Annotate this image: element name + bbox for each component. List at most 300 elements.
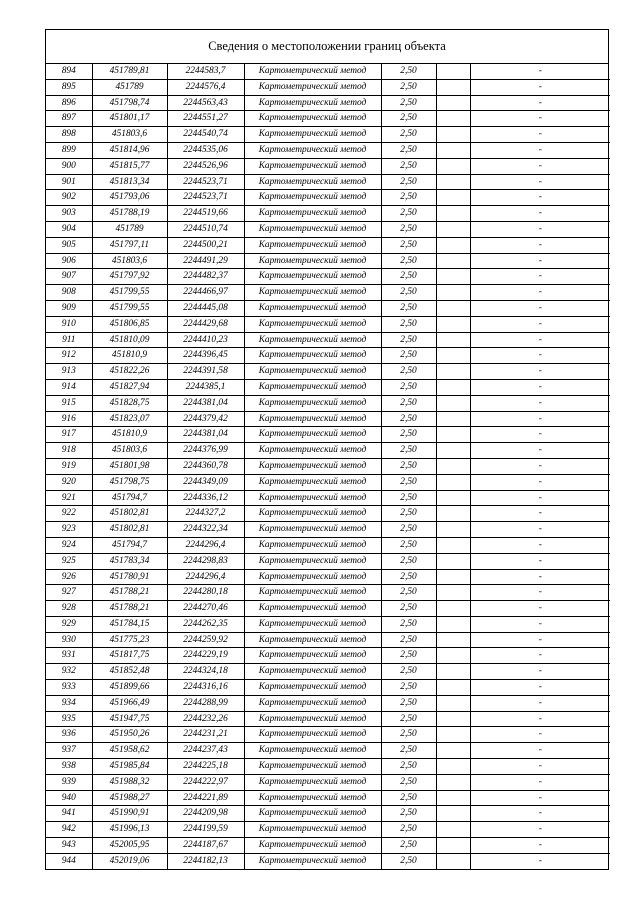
table-row [46, 458, 610, 474]
y-coordinate-cell: 2244540,74 [167, 127, 244, 143]
description-cell: - [470, 221, 610, 237]
point-number-cell: 925 [46, 553, 92, 569]
empty-cell [436, 664, 470, 680]
method-cell: Картометрический метод [244, 790, 381, 806]
x-coordinate-cell: 451823,07 [92, 411, 167, 427]
x-coordinate-cell: 451803,6 [92, 127, 167, 143]
description-cell: - [470, 838, 610, 854]
table-row [46, 490, 610, 506]
point-number-cell: 930 [46, 632, 92, 648]
empty-cell [436, 727, 470, 743]
empty-cell [436, 395, 470, 411]
empty-cell [436, 806, 470, 822]
x-coordinate-cell: 451797,11 [92, 237, 167, 253]
method-cell: Картометрический метод [244, 680, 381, 696]
accuracy-cell: 2,50 [381, 458, 436, 474]
empty-cell [436, 64, 470, 79]
point-number-cell: 910 [46, 316, 92, 332]
description-cell: - [470, 569, 610, 585]
x-coordinate-cell: 451827,94 [92, 379, 167, 395]
description-cell: - [470, 490, 610, 506]
x-coordinate-cell: 451810,9 [92, 348, 167, 364]
y-coordinate-cell: 2244500,21 [167, 237, 244, 253]
y-coordinate-cell: 2244360,78 [167, 458, 244, 474]
point-number-cell: 907 [46, 269, 92, 285]
table-row [46, 411, 610, 427]
point-number-cell: 917 [46, 427, 92, 443]
x-coordinate-cell: 451822,26 [92, 364, 167, 380]
method-cell: Картометрический метод [244, 79, 381, 95]
point-number-cell: 908 [46, 285, 92, 301]
empty-cell [436, 616, 470, 632]
x-coordinate-cell: 451799,55 [92, 300, 167, 316]
empty-cell [436, 569, 470, 585]
x-coordinate-cell: 451788,19 [92, 206, 167, 222]
y-coordinate-cell: 2244391,58 [167, 364, 244, 380]
empty-cell [436, 648, 470, 664]
accuracy-cell: 2,50 [381, 332, 436, 348]
y-coordinate-cell: 2244410,23 [167, 332, 244, 348]
accuracy-cell: 2,50 [381, 680, 436, 696]
x-coordinate-cell: 451996,13 [92, 822, 167, 838]
accuracy-cell: 2,50 [381, 364, 436, 380]
accuracy-cell: 2,50 [381, 142, 436, 158]
y-coordinate-cell: 2244182,13 [167, 853, 244, 868]
accuracy-cell: 2,50 [381, 632, 436, 648]
empty-cell [436, 379, 470, 395]
table-row [46, 506, 610, 522]
x-coordinate-cell: 451788,21 [92, 585, 167, 601]
point-number-cell: 931 [46, 648, 92, 664]
table-row [46, 316, 610, 332]
x-coordinate-cell: 451793,06 [92, 190, 167, 206]
table-row [46, 790, 610, 806]
y-coordinate-cell: 2244491,29 [167, 253, 244, 269]
point-number-cell: 911 [46, 332, 92, 348]
table-row [46, 743, 610, 759]
table-row [46, 95, 610, 111]
accuracy-cell: 2,50 [381, 474, 436, 490]
accuracy-cell: 2,50 [381, 411, 436, 427]
description-cell: - [470, 285, 610, 301]
table-row [46, 569, 610, 585]
table-row [46, 395, 610, 411]
x-coordinate-cell: 451783,34 [92, 553, 167, 569]
y-coordinate-cell: 2244336,12 [167, 490, 244, 506]
empty-cell [436, 458, 470, 474]
x-coordinate-cell: 452005,95 [92, 838, 167, 854]
table-row [46, 332, 610, 348]
point-number-cell: 932 [46, 664, 92, 680]
accuracy-cell: 2,50 [381, 190, 436, 206]
description-cell: - [470, 253, 610, 269]
table-row [46, 158, 610, 174]
table-row [46, 585, 610, 601]
accuracy-cell: 2,50 [381, 300, 436, 316]
method-cell: Картометрический метод [244, 474, 381, 490]
table-row [46, 300, 610, 316]
x-coordinate-cell: 451801,98 [92, 458, 167, 474]
point-number-cell: 933 [46, 680, 92, 696]
description-cell: - [470, 774, 610, 790]
empty-cell [436, 79, 470, 95]
empty-cell [436, 506, 470, 522]
empty-cell [436, 759, 470, 775]
x-coordinate-cell: 451799,55 [92, 285, 167, 301]
table-row [46, 379, 610, 395]
y-coordinate-cell: 2244262,35 [167, 616, 244, 632]
point-number-cell: 935 [46, 711, 92, 727]
x-coordinate-cell: 451780,91 [92, 569, 167, 585]
y-coordinate-cell: 2244222,97 [167, 774, 244, 790]
description-cell: - [470, 506, 610, 522]
empty-cell [436, 316, 470, 332]
accuracy-cell: 2,50 [381, 759, 436, 775]
point-number-cell: 934 [46, 695, 92, 711]
x-coordinate-cell: 451803,6 [92, 443, 167, 459]
empty-cell [436, 790, 470, 806]
method-cell: Картометрический метод [244, 553, 381, 569]
description-cell: - [470, 64, 610, 79]
x-coordinate-cell: 451813,34 [92, 174, 167, 190]
y-coordinate-cell: 2244381,04 [167, 395, 244, 411]
y-coordinate-cell: 2244298,83 [167, 553, 244, 569]
empty-cell [436, 253, 470, 269]
x-coordinate-cell: 451802,81 [92, 506, 167, 522]
table-row [46, 127, 610, 143]
method-cell: Картометрический метод [244, 727, 381, 743]
accuracy-cell: 2,50 [381, 822, 436, 838]
point-number-cell: 928 [46, 601, 92, 617]
table-row [46, 253, 610, 269]
empty-cell [436, 237, 470, 253]
accuracy-cell: 2,50 [381, 127, 436, 143]
x-coordinate-cell: 451852,48 [92, 664, 167, 680]
method-cell: Картометрический метод [244, 427, 381, 443]
accuracy-cell: 2,50 [381, 506, 436, 522]
table-row [46, 64, 610, 79]
method-cell: Картометрический метод [244, 64, 381, 79]
x-coordinate-cell: 451789 [92, 221, 167, 237]
description-cell: - [470, 158, 610, 174]
method-cell: Картометрический метод [244, 158, 381, 174]
accuracy-cell: 2,50 [381, 79, 436, 95]
table-row [46, 695, 610, 711]
method-cell: Картометрический метод [244, 395, 381, 411]
x-coordinate-cell: 451788,21 [92, 601, 167, 617]
description-cell: - [470, 537, 610, 553]
y-coordinate-cell: 2244187,67 [167, 838, 244, 854]
description-cell: - [470, 680, 610, 696]
table-row [46, 601, 610, 617]
table-row [46, 285, 610, 301]
point-number-cell: 927 [46, 585, 92, 601]
x-coordinate-cell: 451810,9 [92, 427, 167, 443]
method-cell: Картометрический метод [244, 743, 381, 759]
accuracy-cell: 2,50 [381, 158, 436, 174]
y-coordinate-cell: 2244379,42 [167, 411, 244, 427]
x-coordinate-cell: 451947,75 [92, 711, 167, 727]
method-cell: Картометрический метод [244, 142, 381, 158]
empty-cell [436, 553, 470, 569]
empty-cell [436, 522, 470, 538]
x-coordinate-cell: 451810,09 [92, 332, 167, 348]
y-coordinate-cell: 2244510,74 [167, 221, 244, 237]
x-coordinate-cell: 451797,92 [92, 269, 167, 285]
table-title: Сведения о местоположении границ объекта [46, 30, 608, 64]
description-cell: - [470, 316, 610, 332]
table-row [46, 711, 610, 727]
empty-cell [436, 537, 470, 553]
point-number-cell: 922 [46, 506, 92, 522]
accuracy-cell: 2,50 [381, 111, 436, 127]
method-cell: Картометрический метод [244, 95, 381, 111]
method-cell: Картометрический метод [244, 537, 381, 553]
empty-cell [436, 174, 470, 190]
y-coordinate-cell: 2244385,1 [167, 379, 244, 395]
method-cell: Картометрический метод [244, 332, 381, 348]
description-cell: - [470, 790, 610, 806]
description-cell: - [470, 348, 610, 364]
point-number-cell: 902 [46, 190, 92, 206]
point-number-cell: 923 [46, 522, 92, 538]
empty-cell [436, 585, 470, 601]
description-cell: - [470, 695, 610, 711]
empty-cell [436, 838, 470, 854]
table-row [46, 427, 610, 443]
accuracy-cell: 2,50 [381, 206, 436, 222]
accuracy-cell: 2,50 [381, 269, 436, 285]
method-cell: Картометрический метод [244, 522, 381, 538]
description-cell: - [470, 142, 610, 158]
empty-cell [436, 680, 470, 696]
method-cell: Картометрический метод [244, 506, 381, 522]
table-row [46, 616, 610, 632]
description-cell: - [470, 458, 610, 474]
empty-cell [436, 853, 470, 868]
x-coordinate-cell: 451794,7 [92, 537, 167, 553]
table-row [46, 774, 610, 790]
accuracy-cell: 2,50 [381, 806, 436, 822]
y-coordinate-cell: 2244296,4 [167, 537, 244, 553]
accuracy-cell: 2,50 [381, 379, 436, 395]
description-cell: - [470, 332, 610, 348]
table-body [46, 64, 610, 869]
accuracy-cell: 2,50 [381, 585, 436, 601]
y-coordinate-cell: 2244523,71 [167, 174, 244, 190]
method-cell: Картометрический метод [244, 190, 381, 206]
table-row [46, 838, 610, 854]
method-cell: Картометрический метод [244, 127, 381, 143]
table-row [46, 364, 610, 380]
description-cell: - [470, 806, 610, 822]
empty-cell [436, 490, 470, 506]
point-number-cell: 936 [46, 727, 92, 743]
method-cell: Картометрический метод [244, 221, 381, 237]
y-coordinate-cell: 2244288,99 [167, 695, 244, 711]
table-row [46, 206, 610, 222]
y-coordinate-cell: 2244270,46 [167, 601, 244, 617]
method-cell: Картометрический метод [244, 632, 381, 648]
accuracy-cell: 2,50 [381, 616, 436, 632]
description-cell: - [470, 616, 610, 632]
method-cell: Картометрический метод [244, 774, 381, 790]
point-number-cell: 921 [46, 490, 92, 506]
point-number-cell: 895 [46, 79, 92, 95]
description-cell: - [470, 79, 610, 95]
y-coordinate-cell: 2244396,45 [167, 348, 244, 364]
accuracy-cell: 2,50 [381, 648, 436, 664]
method-cell: Картометрический метод [244, 759, 381, 775]
y-coordinate-cell: 2244324,18 [167, 664, 244, 680]
accuracy-cell: 2,50 [381, 443, 436, 459]
description-cell: - [470, 553, 610, 569]
method-cell: Картометрический метод [244, 853, 381, 868]
accuracy-cell: 2,50 [381, 664, 436, 680]
x-coordinate-cell: 451990,91 [92, 806, 167, 822]
table-row [46, 111, 610, 127]
y-coordinate-cell: 2244232,26 [167, 711, 244, 727]
table-row [46, 443, 610, 459]
point-number-cell: 926 [46, 569, 92, 585]
accuracy-cell: 2,50 [381, 838, 436, 854]
table-row [46, 648, 610, 664]
accuracy-cell: 2,50 [381, 601, 436, 617]
x-coordinate-cell: 451803,6 [92, 253, 167, 269]
empty-cell [436, 411, 470, 427]
point-number-cell: 914 [46, 379, 92, 395]
point-number-cell: 944 [46, 853, 92, 868]
method-cell: Картометрический метод [244, 569, 381, 585]
table-row [46, 348, 610, 364]
empty-cell [436, 695, 470, 711]
table-row [46, 822, 610, 838]
x-coordinate-cell: 451794,7 [92, 490, 167, 506]
method-cell: Картометрический метод [244, 711, 381, 727]
y-coordinate-cell: 2244376,99 [167, 443, 244, 459]
point-number-cell: 901 [46, 174, 92, 190]
x-coordinate-cell: 451950,26 [92, 727, 167, 743]
table-row [46, 174, 610, 190]
point-number-cell: 913 [46, 364, 92, 380]
y-coordinate-cell: 2244381,04 [167, 427, 244, 443]
method-cell: Картометрический метод [244, 616, 381, 632]
y-coordinate-cell: 2244482,37 [167, 269, 244, 285]
y-coordinate-cell: 2244466,97 [167, 285, 244, 301]
y-coordinate-cell: 2244259,92 [167, 632, 244, 648]
table-row [46, 237, 610, 253]
empty-cell [436, 632, 470, 648]
empty-cell [436, 348, 470, 364]
y-coordinate-cell: 2244316,16 [167, 680, 244, 696]
y-coordinate-cell: 2244445,08 [167, 300, 244, 316]
point-number-cell: 939 [46, 774, 92, 790]
point-number-cell: 900 [46, 158, 92, 174]
x-coordinate-cell: 451828,75 [92, 395, 167, 411]
x-coordinate-cell: 451798,75 [92, 474, 167, 490]
description-cell: - [470, 443, 610, 459]
description-cell: - [470, 206, 610, 222]
x-coordinate-cell: 451899,66 [92, 680, 167, 696]
empty-cell [436, 474, 470, 490]
method-cell: Картометрический метод [244, 269, 381, 285]
x-coordinate-cell: 451798,74 [92, 95, 167, 111]
method-cell: Картометрический метод [244, 664, 381, 680]
accuracy-cell: 2,50 [381, 727, 436, 743]
x-coordinate-cell: 451784,15 [92, 616, 167, 632]
point-number-cell: 905 [46, 237, 92, 253]
point-number-cell: 896 [46, 95, 92, 111]
x-coordinate-cell: 451988,27 [92, 790, 167, 806]
y-coordinate-cell: 2244199,59 [167, 822, 244, 838]
accuracy-cell: 2,50 [381, 790, 436, 806]
accuracy-cell: 2,50 [381, 711, 436, 727]
accuracy-cell: 2,50 [381, 537, 436, 553]
point-number-cell: 924 [46, 537, 92, 553]
empty-cell [436, 711, 470, 727]
table-row [46, 537, 610, 553]
point-number-cell: 898 [46, 127, 92, 143]
point-number-cell: 929 [46, 616, 92, 632]
accuracy-cell: 2,50 [381, 348, 436, 364]
method-cell: Картометрический метод [244, 174, 381, 190]
y-coordinate-cell: 2244327,2 [167, 506, 244, 522]
accuracy-cell: 2,50 [381, 237, 436, 253]
table-row [46, 727, 610, 743]
accuracy-cell: 2,50 [381, 490, 436, 506]
point-number-cell: 919 [46, 458, 92, 474]
accuracy-cell: 2,50 [381, 774, 436, 790]
table-row [46, 759, 610, 775]
y-coordinate-cell: 2244551,27 [167, 111, 244, 127]
accuracy-cell: 2,50 [381, 853, 436, 868]
x-coordinate-cell: 452019,06 [92, 853, 167, 868]
description-cell: - [470, 522, 610, 538]
method-cell: Картометрический метод [244, 443, 381, 459]
description-cell: - [470, 395, 610, 411]
method-cell: Картометрический метод [244, 316, 381, 332]
method-cell: Картометрический метод [244, 585, 381, 601]
table-row [46, 221, 610, 237]
empty-cell [436, 601, 470, 617]
method-cell: Картометрический метод [244, 111, 381, 127]
table-row [46, 474, 610, 490]
table-row [46, 664, 610, 680]
boundary-points-table [46, 64, 610, 869]
accuracy-cell: 2,50 [381, 316, 436, 332]
table-row [46, 190, 610, 206]
accuracy-cell: 2,50 [381, 64, 436, 79]
empty-cell [436, 190, 470, 206]
table-row [46, 553, 610, 569]
description-cell: - [470, 379, 610, 395]
description-cell: - [470, 111, 610, 127]
accuracy-cell: 2,50 [381, 95, 436, 111]
method-cell: Картометрический метод [244, 601, 381, 617]
description-cell: - [470, 127, 610, 143]
x-coordinate-cell: 451814,96 [92, 142, 167, 158]
point-number-cell: 938 [46, 759, 92, 775]
table-row [46, 632, 610, 648]
point-number-cell: 906 [46, 253, 92, 269]
x-coordinate-cell: 451802,81 [92, 522, 167, 538]
point-number-cell: 942 [46, 822, 92, 838]
method-cell: Картометрический метод [244, 838, 381, 854]
point-number-cell: 909 [46, 300, 92, 316]
point-number-cell: 897 [46, 111, 92, 127]
accuracy-cell: 2,50 [381, 553, 436, 569]
accuracy-cell: 2,50 [381, 253, 436, 269]
